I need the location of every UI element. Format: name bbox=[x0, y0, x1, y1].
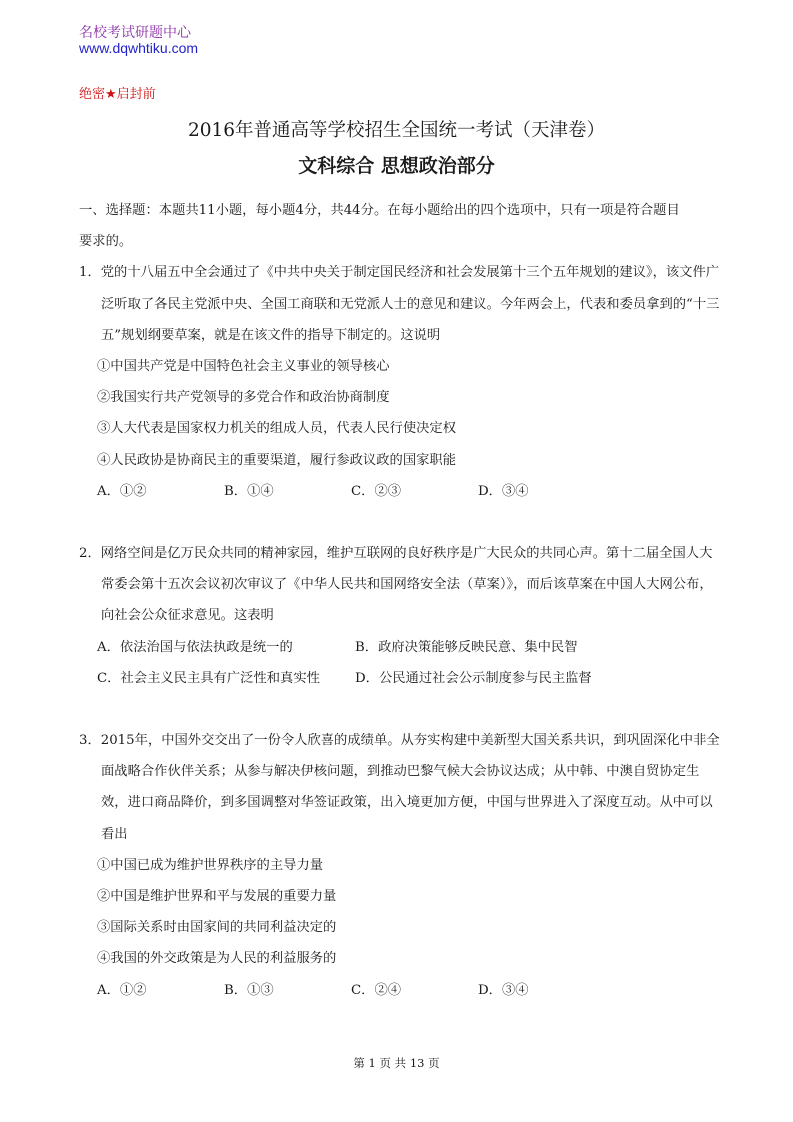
statement-item: ③人大代表是国家权力机关的组成人员，代表人民行使决定权 bbox=[97, 421, 457, 437]
choice-a: A．①② bbox=[97, 982, 147, 998]
statement-item: ②中国是维护世界和平与发展的重要力量 bbox=[97, 889, 337, 905]
choice-d: D．③④ bbox=[478, 483, 529, 499]
watermark-url[interactable]: www.dqwhtiku.com bbox=[79, 40, 199, 56]
choice-row bbox=[79, 632, 721, 663]
watermark-name: 名校考试研题中心 bbox=[79, 25, 191, 41]
choice-row bbox=[79, 975, 721, 1006]
choice-c: C．社会主义民主具有广泛性和真实性 bbox=[97, 670, 320, 686]
choice-b: B．①④ bbox=[224, 483, 274, 499]
choice-d: D．公民通过社会公示制度参与民主监督 bbox=[355, 670, 592, 686]
statement-item: ②我国实行共产党领导的多党合作和政治协商制度 bbox=[97, 390, 390, 406]
spacer bbox=[79, 694, 721, 725]
page-title: 2016年普通高等学校招生全国统一考试（天津卷） bbox=[187, 120, 606, 141]
instructions-line-2: 要求的。 bbox=[79, 234, 133, 250]
statement-item: ④我国的外交政策是为人民的利益服务的 bbox=[97, 951, 337, 967]
choice-a: A．①② bbox=[97, 483, 147, 499]
exam-content bbox=[79, 195, 721, 1006]
question-stem: 2．网络空间是亿万民众共同的精神家园，维护互联网的良好秩序是广大民众的共同心声。第十二届全国人大常委会第十五次会议初次审议了《中华人民共和国网络安全法（草案）》，而后该草案在中国人大网公布，向社会公众征求意见。这表明 bbox=[79, 546, 713, 624]
question-stem: 3．2015年，中国外交交出了一份令人欣喜的成绩单。从夯实构建中美新型大国关系共识，到巩固深化中非全面战略合作伙伴关系；从参与解决伊核问题，到推动巴黎气候大会协议达成；从中韩、中澳自贸协定生效，进口商品降价，到多国调整对华签证政策，出入境更加方便，中国与世界进入了深度互动。从中可以看出 bbox=[79, 733, 720, 842]
statement-item: ③国际关系时由国家间的共同利益决定的 bbox=[97, 920, 337, 936]
statement-item: ①中国已成为维护世界秩序的主导力量 bbox=[97, 857, 324, 873]
question-3 bbox=[79, 725, 721, 1006]
choice-row bbox=[79, 476, 721, 507]
instructions-line-1: 一、选择题：本题共11小题，每小题4分，共44分。在每小题给出的四个选项中，只有一项是符合题目 bbox=[79, 203, 680, 218]
choice-c: C．②④ bbox=[351, 982, 402, 998]
choice-row bbox=[79, 663, 721, 694]
question-stem: 1．党的十八届五中全会通过了《中共中央关于制定国民经济和社会发展第十三个五年规划的建议》，该文件广泛听取了各民主党派中央、全国工商联和无党派人士的意见和建议。今年两会上，代表和委员拿到的“十三五”规划纲要草案，就是在该文件的指导下制定的。这说明 bbox=[79, 265, 720, 343]
secret-mark: 绝密★启封前 bbox=[79, 87, 156, 102]
choice-b: B．政府决策能够反映民意、集中民智 bbox=[355, 639, 578, 655]
statement-item: ④人民政协是协商民主的重要渠道，履行参政议政的国家职能 bbox=[97, 452, 457, 468]
statement-item: ①中国共产党是中国特色社会主义事业的领导核心 bbox=[97, 359, 390, 375]
page-subtitle: 文科综合 思想政治部分 bbox=[298, 155, 495, 177]
choice-d: D．③④ bbox=[478, 982, 529, 998]
page-footer: 第 1 页 共 13 页 bbox=[353, 1056, 440, 1070]
spacer bbox=[79, 507, 721, 538]
question-2 bbox=[79, 538, 721, 694]
choice-b: B．①③ bbox=[224, 982, 274, 998]
choice-c: C．②③ bbox=[351, 483, 402, 499]
question-1 bbox=[79, 257, 721, 507]
choice-a: A．依法治国与依法执政是统一的 bbox=[97, 639, 293, 655]
